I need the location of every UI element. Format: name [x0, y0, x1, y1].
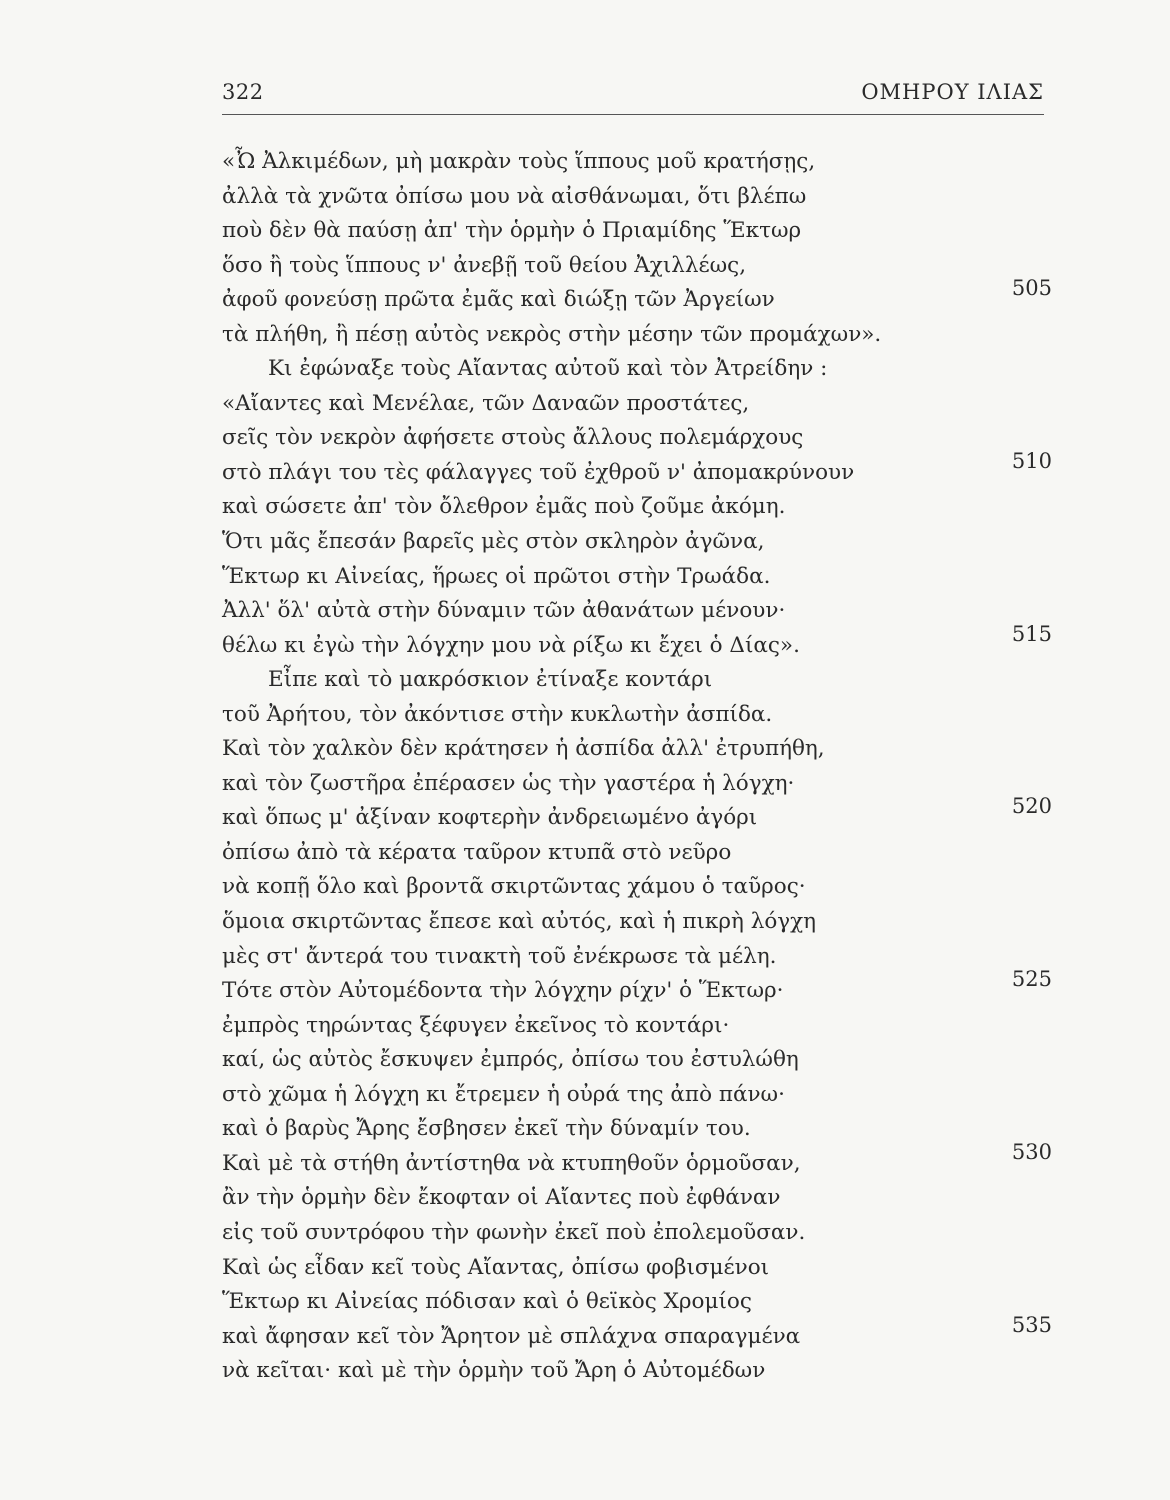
verse-text: καί, ὡς αὐτὸς ἔσκυψεν ἐμπρός, ὀπίσω του ἐστυλώθη	[222, 1047, 799, 1073]
verse-line	[222, 448, 1052, 491]
line-number: 525	[1011, 967, 1052, 992]
verse-line	[222, 1043, 1052, 1078]
verse-text: νὰ κεῖται· καὶ μὲ τὴν ὁρμὴν τοῦ Ἄρη ὁ Αὐτομέδων	[222, 1358, 766, 1384]
verse-text: Ὅτι μᾶς ἔπεσάν βαρεῖς μὲς στὸν σκληρὸν ἀγῶνα,	[222, 529, 765, 555]
verse-line	[222, 145, 1052, 180]
verse-line	[222, 525, 1052, 560]
verse-text: Ἕκτωρ κι Αἰνείας πόδισαν καὶ ὁ θεϊκὸς Χρομίος	[222, 1289, 752, 1315]
verse-line	[222, 1312, 1052, 1355]
verse-line	[222, 1216, 1052, 1251]
verse-text: Κι ἐφώναξε τοὺς Αἴαντας αὐτοῦ καὶ τὸν Ἀτρείδην :	[268, 356, 828, 382]
verse-text: καὶ ὁ βαρὺς Ἄρης ἔσβησεν ἐκεῖ τὴν δύναμίν του.	[222, 1116, 751, 1142]
verse-line	[222, 621, 1052, 664]
verse-text: Εἶπε καὶ τὸ μακρόσκιον ἐτίναξε κοντάρι	[268, 667, 713, 693]
verse-line	[222, 1354, 1052, 1389]
line-number: 515	[1011, 621, 1052, 646]
verse-text: «Αἴαντες καὶ Μενέλαε, τῶν Δαναῶν προστάτες,	[222, 390, 750, 416]
verse-text: καὶ ἄφησαν κεῖ τὸν Ἄρητον μὲ σπλάχνα σπαραγμένα	[222, 1323, 801, 1349]
verse-line	[222, 1078, 1052, 1113]
verse-line	[222, 1139, 1052, 1182]
verse-text: ὅμοια σκιρτῶντας ἔπεσε καὶ αὐτός, καὶ ἡ πικρὴ λόγχη	[222, 909, 817, 935]
line-number: 535	[1011, 1312, 1052, 1337]
verse-text: καὶ ὅπως μ' ἀξίναν κοφτερὴν ἀνδρειωμένο ἀγόρι	[222, 805, 758, 831]
verse-text: καὶ σώσετε ἀπ' τὸν ὄλεθρον ἐμᾶς ποὺ ζοῦμε ἀκόμη.	[222, 494, 786, 520]
verse-line	[222, 1009, 1052, 1044]
verse-text: ὅσο ἢ τοὺς ἵππους ν' ἀνεβῇ τοῦ θείου Ἀχιλλέως,	[222, 252, 747, 278]
verse-text: μὲς στ' ἄντερά του τινακτὴ τοῦ ἐνέκρωσε τὰ μέλη.	[222, 943, 777, 969]
verse-text: Καὶ ὡς εἶδαν κεῖ τοὺς Αἴαντας, ὀπίσω φοβισμένοι	[222, 1254, 770, 1280]
verse-text: ἂν τὴν ὁρμὴν δὲν ἔκοφταν οἱ Αἴαντες ποὺ ἐφθάναν	[222, 1185, 781, 1211]
verse-line	[222, 214, 1052, 249]
line-number: 530	[1011, 1139, 1052, 1164]
verse-line	[222, 836, 1052, 871]
verse-line	[222, 387, 1052, 422]
verse-line	[222, 794, 1052, 836]
verse-text: ἀλλὰ τὰ χνῶτα ὀπίσω μου νὰ αἰσθάνωμαι, ὅτι βλέπω	[222, 183, 807, 209]
verse-text: «Ὦ Ἀλκιμέδων, μὴ μακρὰν τοὺς ἵππους μοῦ κρατήσῃς,	[222, 149, 816, 174]
verse-text: νὰ κοπῇ ὅλο καὶ βροντᾶ σκιρτῶντας χάμου ὁ ταῦρος·	[222, 874, 806, 900]
verse-text: στὸ πλάγι του τὲς φάλαγγες τοῦ ἐχθροῦ ν' ἀπομακρύνουν	[222, 459, 855, 485]
poem-text	[222, 145, 1052, 1389]
verse-line	[222, 318, 1052, 353]
verse-line	[222, 663, 1052, 698]
verse-line	[222, 940, 1052, 975]
verse-line	[222, 180, 1052, 215]
verse-line	[222, 560, 1052, 595]
running-title: ΟΜΗΡΟΥ ΙΛΙΑΣ	[861, 80, 1044, 104]
verse-line	[222, 698, 1052, 733]
line-number: 505	[1011, 276, 1052, 301]
verse-line	[222, 905, 1052, 940]
verse-text: καὶ τὸν ζωστῆρα ἐπέρασεν ὡς τὴν γαστέρα ἡ λόγχη·	[222, 770, 795, 796]
verse-line	[222, 352, 1052, 387]
verse-line	[222, 1251, 1052, 1286]
page-number: 322	[222, 80, 264, 104]
line-number: 520	[1011, 794, 1052, 819]
verse-text: τοῦ Ἀρήτου, τὸν ἀκόντισε στὴν κυκλωτὴν ἀσπίδα.	[222, 701, 773, 727]
verse-text: ἀφοῦ φονεύσῃ πρῶτα ἐμᾶς καὶ διώξῃ τῶν Ἀργείων	[222, 287, 775, 313]
verse-text: εἰς τοῦ συντρόφου τὴν φωνὴν ἐκεῖ ποὺ ἐπολεμοῦσαν.	[222, 1219, 806, 1245]
verse-text: Καὶ τὸν χαλκὸν δὲν κράτησεν ἡ ἀσπίδα ἀλλ' ἐτρυπήθη,	[222, 736, 825, 762]
verse-line	[222, 1112, 1052, 1147]
verse-text: στὸ χῶμα ἡ λόγχη κι ἔτρεμεν ἡ οὐρά της ἀπὸ πάνω·	[222, 1081, 785, 1107]
verse-line	[222, 594, 1052, 629]
verse-line	[222, 870, 1052, 905]
verse-text: τὰ πλήθη, ἢ πέσῃ αὐτὸς νεκρὸς στὴν μέσην τῶν προμάχων».	[222, 321, 882, 347]
verse-line	[222, 767, 1052, 802]
verse-text: Τότε στὸν Αὐτομέδοντα τὴν λόγχην ρίχν' ὁ Ἕκτωρ·	[222, 978, 784, 1004]
verse-text: ποὺ δὲν θὰ παύσῃ ἀπ' τὴν ὁρμὴν ὁ Πριαμίδης Ἕκτωρ	[222, 218, 802, 244]
verse-text: ὀπίσω ἀπὸ τὰ κέρατα ταῦρον κτυπᾶ στὸ νεῦρο	[222, 839, 732, 865]
verse-line	[222, 1285, 1052, 1320]
verse-line	[222, 421, 1052, 456]
verse-text: Ἀλλ' ὅλ' αὐτὰ στὴν δύναμιν τῶν ἀθανάτων μένουν·	[222, 598, 786, 624]
verse-text: Ἕκτωρ κι Αἰνείας, ἥρωες οἱ πρῶτοι στὴν Τρωάδα.	[222, 563, 771, 589]
verse-line	[222, 249, 1052, 284]
verse-text: Καὶ μὲ τὰ στήθη ἀντίστηθα νὰ κτυπηθοῦν ὁρμοῦσαν,	[222, 1150, 801, 1176]
verse-text: σεῖς τὸν νεκρὸν ἀφήσετε στοὺς ἄλλους πολεμάρχους	[222, 425, 804, 451]
verse-text: θέλω κι ἐγὼ τὴν λόγχην μου νὰ ρίξω κι ἔχει ὁ Δίας».	[222, 632, 800, 658]
line-number: 510	[1011, 448, 1052, 473]
verse-line	[222, 1181, 1052, 1216]
header-rule	[222, 114, 1044, 115]
verse-line	[222, 490, 1052, 525]
page-header	[222, 80, 1044, 116]
verse-line	[222, 967, 1052, 1009]
verse-line	[222, 276, 1052, 318]
verse-line	[222, 732, 1052, 767]
verse-text: ἐμπρὸς τηρώντας ξέφυγεν ἐκεῖνος τὸ κοντάρι·	[222, 1012, 730, 1038]
